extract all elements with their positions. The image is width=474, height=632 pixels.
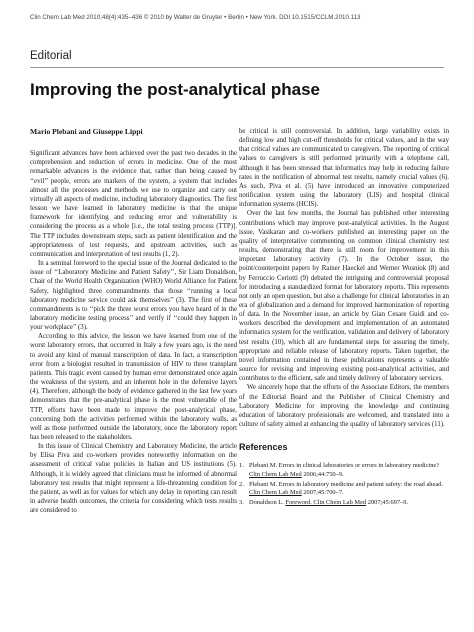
reference-item — [239, 499, 449, 508]
reference-tail: 2006;44:750–9. — [301, 470, 344, 478]
reference-link[interactable]: Clin Chem Lab Med — [249, 489, 302, 497]
article-title: Improving the post-analytical phase — [30, 80, 321, 99]
reference-number: 2. — [239, 480, 244, 488]
body-paragraph: We sincerely hope that the efforts of the Associate Editors, the members of the Editorial Board and the Publisher of Clinical Chemistry and Laboratory Medicine for improving the knowledge and continuing education of laboratory professionals are welcomed, and translated into a culture of safety aimed at enhancing the quality of laboratory services (11). — [239, 384, 449, 428]
reference-tail: 2007;45:700–7. — [301, 489, 344, 497]
reference-item — [239, 462, 449, 479]
body-paragraph: In this issue of Clinical Chemistry and Laboratory Medicine, the article by Elisa Piva and co-workers provides noteworthy information on the assessment of critical value policies in Italian and US institutions (5). Although, it is widely agreed that clinicians must be informed of abnormal laboratory test results that might represent a life-threatening condition for the patient, as well as for values for which any delay in reporting can result in adverse health outcomes, the criteria for considering which tests results are considered to — [30, 443, 237, 515]
body-paragraph: be critical is still controversial. In addition, large variability exists in defining low and high cut-off thresholds for critical values, and in the way that critical values are communicated to caregivers. The reporting of critical values to caregivers is still performed primarily with a telephone call, although it has been stressed that informatics may help in reducing failure rates in the notification of abnormal test results, namely crucial values (6). As such, Piva et al. (5) have introduced an innovative computerized notification system using the laboratory (LIS) and hospital clinical information systems (HCIS). — [239, 128, 449, 209]
reference-tail: 2007;45:697–9. — [366, 498, 409, 506]
authors: Mario Plebani and Giuseppe Lippi — [30, 127, 143, 136]
reference-text: Donaldson L. — [249, 498, 286, 506]
reference-number: 1. — [239, 462, 244, 470]
reference-text: Plebani M. Errors in clinical laboratories or errors in laboratory medicine? — [249, 462, 440, 470]
reference-text: Plebani M. Errors in laboratory medicine and patient safety: the road ahead. — [249, 480, 443, 488]
header-divider — [30, 67, 444, 68]
body-paragraph: In a seminal foreword to the special issue of the Journal dedicated to the issue of ‘‘Laboratory Medicine and Patient Safety’’, Sir Liam Donaldson, Chair of the World Health Organization (WHO) World Alliance for Patient Safety, highlighted three commandments that those ‘‘running a local laboratory medicine service could ask themselves’’ (3). The first of these commandments is to ‘‘pick the three worst errors you have heard of in the laboratory medicine testing process’’ and verify if ‘‘could they happen in your workplace’’ (3). — [30, 260, 237, 332]
reference-number: 3. — [239, 498, 244, 506]
body-paragraph: According to this advice, the lesson we have learned from one of the worst laboratory errors, that occurred in Italy a few years ago, is the need to avoid any kind of manual transcription of data. In fact, a transcription error from a biologist resulted in transmission of HIV to three transplant patients. This tragic event caused by human error demonstrated once again the weakness of the system, and an inherent hole in the defensive layers (4). Therefore, although the body of evidence gathered in the last few years demonstrates that the pre-analytical phase is the most vulnerable of the TTP, efforts have been made to improve the post-analytical phase, concerning both the activities performed within the laboratory walls, as well as those performed outside the laboratory, once the laboratory report has been released to the stakeholders. — [30, 333, 237, 441]
reference-item — [239, 481, 449, 498]
reference-link[interactable]: Clin Chem Lab Med — [249, 470, 302, 478]
running-header: Clin Chem Lab Med 2010;48(4):435–436 © 2010 by Walter de Gruyter • Berlin • New York. DOI 10.1515/CCLM.2010.113 — [30, 14, 361, 21]
left-column — [30, 127, 237, 515]
body-paragraph: Over the last few months, the Journal has published other interesting contributions which may improve post-analytical activities. In the August issue, Vasikaran and co-workers published an interesting paper on the quality of interpretative commenting on common clinical chemistry test results, demonstrating that there is still room for improvement in this important laboratory activity (7). In the October issue, the point/counterpoint papers by Rainer Haeckel and Werner Wosniok (8) and by Ferruccio Ceriotti (9) debated the intriguing and controversial proposal for introducing a standardized format for laboratory reports. This represents not only an open question, but also a challenge for clinical laboratories in an era of globalization and a demand for improved harmonization of reporting of data. In the November issue, an article by Gian Cesare Guidi and co-workers described the development and implementation of an automated informatics system for the verification, validation and delivery of laboratory test results (10), which all are fundamental steps for assuring the timely, appropriate and reliable release of laboratory reports. Taken together, the novel information contained in these publications represents a valuable source for revising and improving existing post-analytical activities, and contributes to the efficient, safe and timely delivery of laboratory services. — [239, 210, 449, 383]
reference-link[interactable]: Foreword. Clin Chem Lab Med — [285, 498, 367, 506]
body-paragraph: Significant advances have been achieved over the past two decades in the comprehension and reduction of errors in medicine. One of the most remarkable advances is the evidence that, rather than being caused by ‘‘evil’’ people, errors are markers of the system, a system that includes almost all the processes and methods we use to organize and carry out virtually all aspects of medicine, including laboratory diagnostics. The first lesson we have learned in laboratory medicine is that the unique framework for identifying and reducing error and vulnerability is considering the process as a whole [i.e., the total testing process (TTP)]. The TTP includes downstream steps, such as patient identification and the appropriateness of test requests, and upstream activities, such as communication and interpretation of test results (1, 2). — [30, 150, 237, 258]
references-heading: References — [239, 442, 288, 453]
right-column — [239, 127, 449, 508]
section-label: Editorial — [30, 50, 72, 62]
